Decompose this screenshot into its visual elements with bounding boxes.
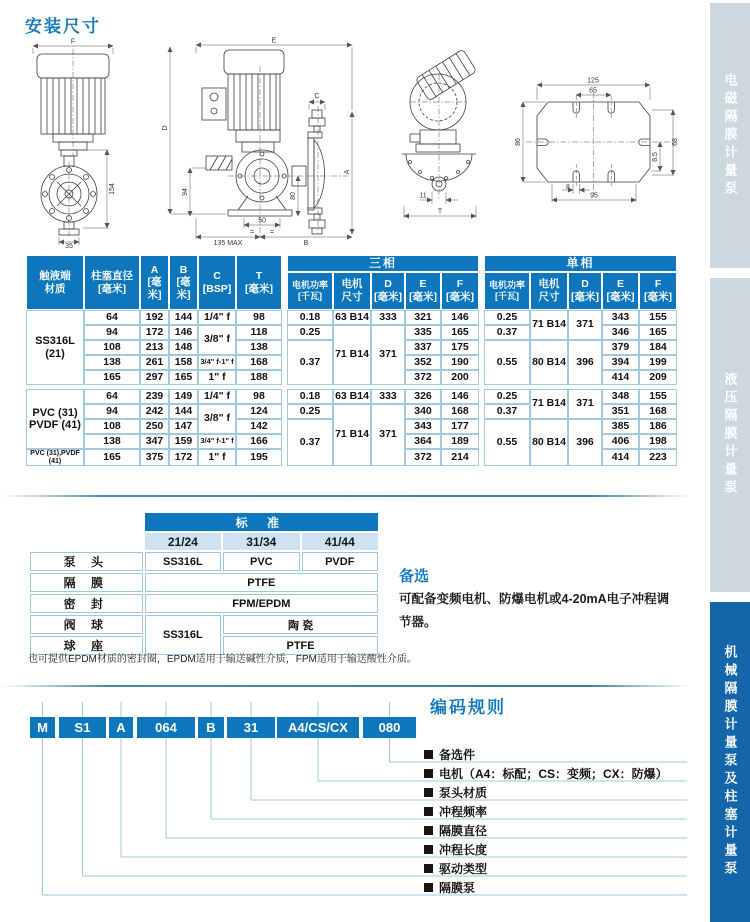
dim-table-cell: 3/8" f (198, 404, 236, 434)
dim-table-cell: 165 (84, 449, 140, 466)
code-rule-item: 电机（A4：标配；CS：变频；CX：防爆） (424, 765, 668, 782)
dim-table-cell: 209 (639, 370, 677, 385)
code-rule-item: 备选件 (424, 746, 475, 763)
code-block: M (30, 717, 55, 738)
bullet-square-icon (424, 769, 433, 778)
dim-table-cell: 0.18 (287, 389, 333, 404)
std-table-cell: 隔 膜 (30, 573, 143, 592)
dim-table-cell: 146 (169, 325, 198, 340)
dim-table-cell: 213 (140, 340, 169, 355)
dim-table-cell: 239 (140, 389, 169, 404)
dim-table-header-cell: B [毫米] (169, 255, 198, 310)
dim-label-35: 35 (65, 243, 73, 248)
dim-table-cell: 0.37 (484, 325, 530, 340)
dim-table-cell: 155 (639, 310, 677, 325)
bullet-square-icon (424, 788, 433, 797)
dim-table-cell: 3/4" f-1" f (198, 434, 236, 449)
dim-table-cell: 0.18 (287, 310, 333, 325)
dim-table-cell: 340 (405, 404, 441, 419)
dim-label-t: T (437, 208, 443, 216)
dim-table-header-cell: T [毫米] (236, 255, 282, 310)
dim-table-cell: 0.25 (287, 404, 333, 419)
dim-table-cell: 414 (602, 449, 639, 466)
equal-mark: = (269, 229, 275, 236)
dim-table-cell: 159 (169, 434, 198, 449)
std-table-header-cell: 标 准 (145, 513, 378, 531)
dim-table-cell (282, 370, 287, 385)
sidebar-tab-mechanical-diaphragm-plunger-pump (710, 602, 750, 922)
dim-table-cell: 250 (140, 419, 169, 434)
dim-table-cell: 146 (441, 310, 479, 325)
dim-label-11: 11 (419, 192, 427, 200)
dim-table-cell: 335 (405, 325, 441, 340)
code-block: S1 (59, 717, 106, 738)
dim-table-cell: 297 (140, 370, 169, 385)
bullet-square-icon (424, 807, 433, 816)
code-rule-item: 隔膜直径 (424, 822, 487, 839)
dim-table-header-cell: F [毫米] (639, 272, 677, 310)
dim-table-header-cell: E [毫米] (602, 272, 639, 310)
dim-table-cell: 142 (236, 419, 282, 434)
options-text: 可配备变频电机、防爆电机或4-20mA电子冲程调节器。 (399, 592, 670, 630)
dim-table-cell: 394 (602, 355, 639, 370)
dim-table-cell: 352 (405, 355, 441, 370)
dim-label-95: 95 (590, 192, 598, 200)
dim-table-header-cell: F [毫米] (441, 272, 479, 310)
dim-table-cell: 146 (441, 389, 479, 404)
dim-table-cell: 64 (84, 310, 140, 325)
dim-label-50: 50 (258, 217, 266, 225)
std-table-cell: SS316L (145, 552, 221, 571)
code-rule-item: 冲程长度 (424, 841, 487, 858)
dim-table-cell: 144 (169, 310, 198, 325)
std-table-cell: PVC (223, 552, 299, 571)
std-table-cell: FPM/EPDM (145, 594, 378, 613)
dim-table-cell: 351 (602, 404, 639, 419)
dim-table-cell: 1/4" f (198, 389, 236, 404)
dim-table-cell: 261 (140, 355, 169, 370)
code-block: 31 (227, 717, 275, 738)
std-table-header-cell: 21/24 (145, 533, 221, 550)
dim-table-cell: 186 (639, 419, 677, 434)
dim-label-e: E (271, 37, 277, 45)
dim-table-header-cell: 单相 (484, 255, 677, 272)
code-rule-item: 驱动类型 (424, 860, 487, 877)
dim-table-cell: 375 (140, 449, 169, 466)
dim-label-b: B (303, 240, 309, 246)
dim-table-cell (479, 449, 484, 466)
dim-table-cell: 148 (169, 340, 198, 355)
dim-table-cell: 184 (639, 340, 677, 355)
side-view-drawing (162, 36, 358, 246)
sidebar-tab-label: 液压隔膜计量泵 (722, 372, 738, 498)
std-table-header-cell: 31/34 (223, 533, 299, 550)
std-table-cell: 球 座 (30, 636, 143, 655)
dim-table-cell: 198 (639, 434, 677, 449)
dim-label-c: C (314, 93, 320, 100)
dim-table-header-cell: 三相 (287, 255, 479, 272)
dim-table-cell: 63 B14 (333, 310, 371, 325)
dim-table-cell: 347 (140, 434, 169, 449)
dim-label-d: D (162, 125, 169, 131)
dim-table-cell: 379 (602, 340, 639, 355)
section-divider (0, 685, 690, 687)
dim-table-cell: 98 (236, 310, 282, 325)
bullet-square-icon (424, 826, 433, 835)
sidebar-tab-label: 机械隔膜计量泵及柱塞计量泵 (722, 645, 738, 879)
dim-table-cell: 321 (405, 310, 441, 325)
dim-table-cell: 175 (441, 340, 479, 355)
dim-table-cell: 337 (405, 340, 441, 355)
dim-table-cell: 195 (236, 449, 282, 466)
dim-table-cell: 168 (441, 404, 479, 419)
dim-table-cell: 71 B14 (333, 404, 371, 466)
dim-table-cell: 165 (169, 370, 198, 385)
dim-table-header-cell: 电机 尺寸 (333, 272, 371, 310)
dim-table-cell: 71 B14 (530, 389, 568, 419)
dim-table-cell: 348 (602, 389, 639, 404)
dim-table-cell: 0.55 (484, 340, 530, 385)
dim-table-header-cell: D [毫米] (568, 272, 602, 310)
sidebar-tab-solenoid-diaphragm-pump (710, 3, 750, 268)
dim-table-cell: 343 (405, 419, 441, 434)
std-table-header-cell: 41/44 (302, 533, 378, 550)
dim-table-cell: 63 B14 (333, 389, 371, 404)
dim-table-cell: 165 (84, 370, 140, 385)
dim-table-cell (479, 434, 484, 449)
dim-table-cell: 1" f (198, 449, 236, 466)
dim-table-cell: SS316L (21) (26, 310, 84, 385)
front-view-drawing (27, 36, 119, 248)
dim-table-cell: 1" f (198, 370, 236, 385)
std-table-cell: SS316L (145, 615, 221, 655)
dim-table-cell: 144 (169, 404, 198, 419)
dim-table-header-cell: 电机功率 [千瓦] (287, 272, 333, 310)
sidebar-tab-hydraulic-diaphragm-pump (710, 278, 750, 592)
dim-table-cell: 71 B14 (333, 325, 371, 385)
dim-label-125: 125 (587, 77, 599, 85)
dim-table-cell: 138 (84, 355, 140, 370)
dim-label-135max: 135 MAX (213, 240, 243, 246)
dim-table-header-cell: 触液端 材质 (26, 255, 84, 310)
code-rule-item: 隔膜泵 (424, 879, 475, 896)
dim-table-cell: 0.37 (287, 340, 333, 385)
std-table-cell: PTFE (145, 573, 378, 592)
dim-table-cell: 364 (405, 434, 441, 449)
dim-table-cell: 0.25 (484, 389, 530, 404)
code-block: 064 (137, 717, 195, 738)
bullet-square-icon (424, 750, 433, 759)
dim-table-cell: 326 (405, 389, 441, 404)
dim-table-cell: 189 (441, 434, 479, 449)
dim-table-cell: 80 B14 (530, 419, 568, 466)
dim-table-cell: 158 (169, 355, 198, 370)
dim-table-cell: 155 (639, 389, 677, 404)
dim-label-8: 8 (566, 184, 570, 191)
section-divider (0, 495, 690, 497)
dim-table-cell: 0.37 (287, 419, 333, 466)
dim-table-cell: 98 (236, 389, 282, 404)
dim-table-cell: 188 (236, 370, 282, 385)
dim-table-cell: 108 (84, 340, 140, 355)
dim-table-cell: 0.55 (484, 419, 530, 466)
dim-label-94: 94 (182, 188, 189, 196)
std-table-cell: PVDF (302, 552, 378, 571)
dim-table-cell: 242 (140, 404, 169, 419)
dim-table-cell: 177 (441, 419, 479, 434)
dim-table-cell: 333 (371, 310, 405, 325)
dim-table-cell: 0.37 (484, 404, 530, 419)
dim-table-cell: 147 (169, 419, 198, 434)
page-title: 安装尺寸 (25, 17, 101, 36)
dim-table-cell: 118 (236, 325, 282, 340)
dim-table-cell: 385 (602, 419, 639, 434)
dim-table-cell: PVC (31) PVDF (41) (26, 389, 84, 449)
dim-table-cell: 71 B14 (530, 310, 568, 340)
dim-table-cell: 138 (236, 340, 282, 355)
dim-table-cell: 64 (84, 389, 140, 404)
materials-footnote: 也可提供EPDM材质的密封圈，EPDM适用于输送碱性介质，FPM适用于输送酸性介质。 (28, 654, 417, 665)
end-view-drawing (388, 48, 500, 226)
dim-table-cell: 192 (140, 310, 169, 325)
dim-table-header-cell: 电机 尺寸 (530, 272, 568, 310)
dim-table-cell: 396 (568, 419, 602, 466)
dim-table-cell: 223 (639, 449, 677, 466)
code-block: B (198, 717, 224, 738)
dim-table-cell: 371 (371, 325, 405, 385)
dim-table-cell: 3/8" f (198, 325, 236, 355)
dim-label-f: F (70, 38, 76, 46)
bullet-square-icon (424, 845, 433, 854)
dim-table-cell: 108 (84, 419, 140, 434)
dim-label-86: 86 (515, 138, 522, 146)
code-rule-item: 泵头材质 (424, 784, 487, 801)
std-table-header-cell (30, 513, 143, 531)
dim-table-cell: 214 (441, 449, 479, 466)
dim-table-cell: 371 (371, 404, 405, 466)
dim-table-header-cell: E [毫米] (405, 272, 441, 310)
bullet-square-icon (424, 864, 433, 873)
dim-label-8-5: 8.5 (652, 152, 659, 162)
dim-table-header-cell: D [毫米] (371, 272, 405, 310)
dim-table-cell: 0.25 (287, 325, 333, 340)
dim-table-cell: 372 (405, 370, 441, 385)
dim-label-80: 80 (290, 192, 297, 200)
dim-label-154: 154 (109, 183, 116, 195)
std-table-cell: 泵 头 (30, 552, 143, 571)
std-table-header-cell (30, 533, 143, 550)
bullet-square-icon (424, 883, 433, 892)
std-table-cell: 陶 瓷 (223, 615, 378, 634)
dim-table-cell: 199 (639, 355, 677, 370)
dim-table-cell: 94 (84, 404, 140, 419)
dim-table-header-cell: 柱塞直径 [毫米] (84, 255, 140, 310)
dim-table-cell: 414 (602, 370, 639, 385)
dim-table-cell: 371 (568, 310, 602, 340)
dim-table-cell (282, 434, 287, 449)
dim-label-65: 65 (589, 87, 597, 95)
dim-table-cell (282, 355, 287, 370)
dim-table-cell: 333 (371, 389, 405, 404)
dim-table-cell (282, 449, 287, 466)
standard-materials-table (28, 511, 380, 657)
dim-table-cell: 371 (568, 389, 602, 419)
dim-table-cell: 165 (639, 325, 677, 340)
dim-table-cell: 190 (441, 355, 479, 370)
dim-table-cell: 80 B14 (530, 340, 568, 385)
dim-table-cell: 149 (169, 389, 198, 404)
dim-table-cell: 396 (568, 340, 602, 385)
dim-table-cell: 343 (602, 310, 639, 325)
sidebar-tab-label: 电磁隔膜计量泵 (722, 72, 738, 199)
dim-table-cell: 138 (84, 434, 140, 449)
dim-table-cell: 1/4" f (198, 310, 236, 325)
dim-table-cell: 168 (639, 404, 677, 419)
dim-table-cell: 372 (405, 449, 441, 466)
std-table-cell: 阀 球 (30, 615, 143, 634)
std-table-cell: 密 封 (30, 594, 143, 613)
dim-table-cell: 172 (140, 325, 169, 340)
std-table-cell: PTFE (223, 636, 378, 655)
dim-table-header-cell: A [毫米] (140, 255, 169, 310)
code-block: 080 (363, 717, 416, 738)
dim-table-header-cell: 电机功率 [千瓦] (484, 272, 530, 310)
dim-table-cell: 168 (236, 355, 282, 370)
dim-table-cell: 172 (169, 449, 198, 466)
code-block: A (109, 717, 133, 738)
dim-table-cell: 0.25 (484, 310, 530, 325)
base-plate-drawing (512, 72, 687, 207)
dim-table-cell: 94 (84, 325, 140, 340)
code-block: A4/CS/CX (277, 717, 359, 738)
code-rule-item: 冲程频率 (424, 803, 487, 820)
dim-table-cell: 406 (602, 434, 639, 449)
dim-table-cell: 165 (441, 325, 479, 340)
dim-table-cell: 166 (236, 434, 282, 449)
dim-table-cell (479, 355, 484, 370)
dim-table-cell: PVC (31),PVDF (41) (26, 449, 84, 466)
dim-table-cell: 346 (602, 325, 639, 340)
dim-table-cell (479, 370, 484, 385)
dim-table-header-cell: C [BSP] (198, 255, 236, 310)
dim-table-cell: 124 (236, 404, 282, 419)
options-heading: 备选 (399, 568, 430, 585)
dim-table-cell: 3/4" f-1" f (198, 355, 236, 370)
dimension-table (26, 255, 677, 466)
coding-rules-heading: 编码规则 (430, 698, 506, 717)
dim-label-68: 68 (672, 138, 679, 146)
dim-label-a: A (344, 169, 351, 175)
dim-table-cell: 200 (441, 370, 479, 385)
equal-mark: = (249, 229, 255, 236)
